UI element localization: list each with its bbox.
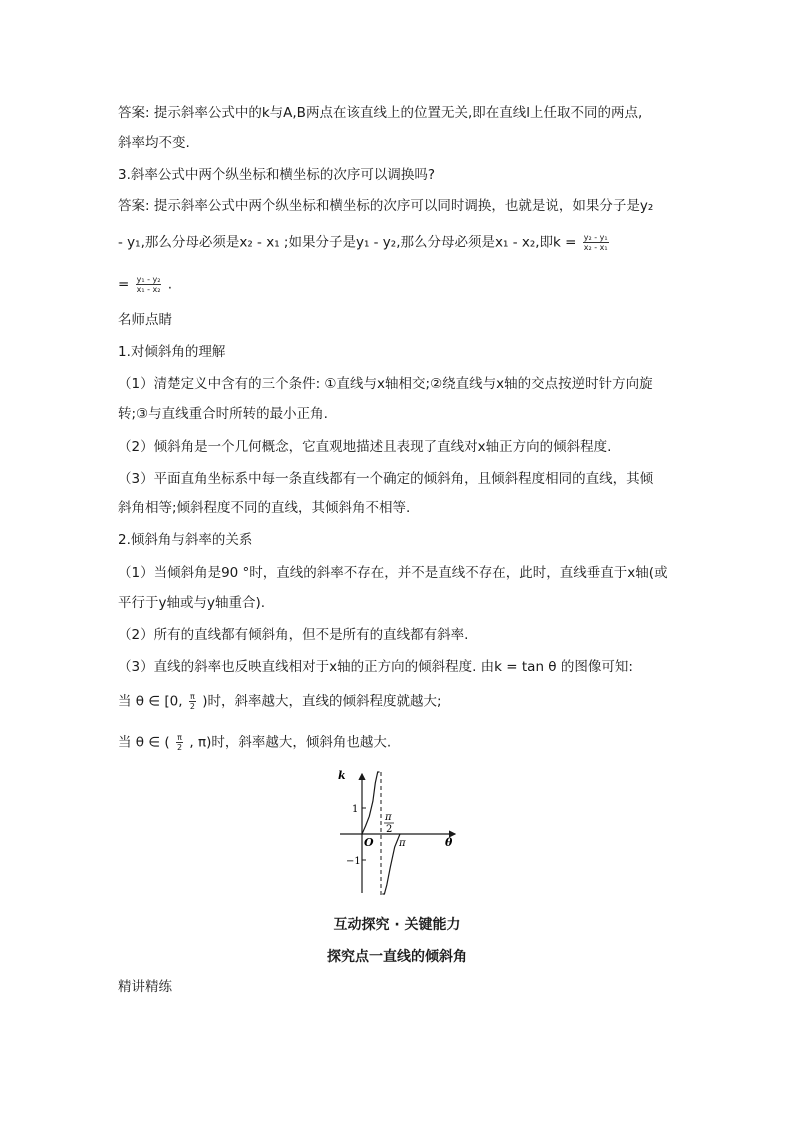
question-3: 3.斜率公式中两个纵坐标和横坐标的次序可以调换吗? bbox=[118, 167, 436, 183]
section-1-item-3b: 斜角相等;倾斜程度不同的直线，其倾斜角不相等. bbox=[118, 500, 411, 516]
y-axis-label: k bbox=[338, 769, 346, 782]
answer-3-line-1: 答案: 提示斜率公式中两个纵坐标和横坐标的次序可以同时调换，也就是说，如果分子是y₂ bbox=[118, 198, 654, 214]
condition-1-end: )时，斜率越大，直线的倾斜程度就越大; bbox=[202, 693, 442, 710]
fraction-numerator: y₁ - y₂ bbox=[136, 275, 161, 284]
ytick-label-minus-1: −1 bbox=[346, 856, 361, 867]
tan-graph bbox=[335, 768, 465, 898]
slope-fraction-2 bbox=[136, 275, 162, 294]
section-2-title: 2.倾斜角与斜率的关系 bbox=[118, 532, 253, 548]
fraction-denominator: 2 bbox=[189, 702, 195, 711]
condition-2 bbox=[118, 733, 391, 752]
slope-fraction-1 bbox=[583, 233, 609, 252]
footer-label: 精讲精练 bbox=[118, 979, 172, 995]
tan-curve-branch-1 bbox=[362, 772, 380, 834]
section-2-item-1b: 平行于y轴或与y轴重合). bbox=[118, 595, 266, 611]
origin-label: O bbox=[364, 836, 374, 849]
condition-2-start: 当 θ ∈ ( bbox=[118, 734, 170, 751]
section-title: 互动探究 · 关键能力 bbox=[333, 917, 461, 933]
answer-2-line-2: 斜率均不变. bbox=[118, 135, 190, 151]
section-1-item-1b: 转;③与直线重合时所转的最小正角. bbox=[118, 406, 328, 422]
condition-2-end: , π)时，斜率越大，倾斜角也越大. bbox=[189, 734, 392, 751]
answer-3-text: - y₁,那么分母必须是x₂ - x₁ ;如果分子是y₁ - y₂,那么分母必须是x₁ - x₂,即k = bbox=[118, 234, 577, 251]
x-axis-label: θ bbox=[445, 836, 453, 849]
half-pi-fraction bbox=[189, 692, 196, 711]
xtick-label-half-pi-den: 2 bbox=[386, 824, 393, 835]
section-1-item-3a: （3）平面直角坐标系中每一条直线都有一个确定的倾斜角，且倾斜程度相同的直线，其倾 bbox=[118, 471, 654, 487]
xtick-label-pi: π bbox=[399, 838, 406, 849]
section-1-item-1a: （1）清楚定义中含有的三个条件: ①直线与x轴相交;②绕直线与x轴的交点按逆时针方向旋 bbox=[118, 376, 653, 392]
section-2-item-2: （2）所有的直线都有倾斜角，但不是所有的直线都有斜率. bbox=[118, 627, 469, 643]
fraction-denominator: x₁ - x₂ bbox=[136, 285, 161, 294]
condition-1 bbox=[118, 692, 442, 711]
xtick-label-half-pi-num: π bbox=[385, 812, 392, 823]
section-1-title: 1.对倾斜角的理解 bbox=[118, 344, 226, 360]
condition-1-start: 当 θ ∈ [0, bbox=[118, 693, 183, 710]
tan-curve-branch-2 bbox=[382, 834, 400, 894]
section-2-item-1a: （1）当倾斜角是90 °时，直线的斜率不存在，并不是直线不存在，此时，直线垂直于x轴(或 bbox=[118, 565, 668, 581]
answer-3-line-2 bbox=[118, 233, 611, 252]
fraction-denominator: 2 bbox=[176, 743, 183, 752]
ytick-label-1: 1 bbox=[352, 804, 359, 815]
equals-sign: = bbox=[118, 276, 130, 293]
fraction-numerator: π bbox=[189, 692, 195, 701]
section-2-item-3: （3）直线的斜率也反映直线相对于x轴的正方向的倾斜程度. 由k = tan θ 的图像可知: bbox=[118, 659, 633, 675]
half-pi-fraction bbox=[176, 733, 183, 752]
fraction-denominator: x₂ - x₁ bbox=[583, 243, 608, 252]
tips-heading: 名师点睛 bbox=[118, 312, 172, 328]
answer-2-line-1: 答案: 提示斜率公式中的k与A,B两点在该直线上的位置无关,即在直线l上任取不同的两点, bbox=[118, 105, 643, 121]
fraction-numerator: y₂ - y₁ bbox=[583, 233, 608, 242]
section-1-item-2: （2）倾斜角是一个几何概念，它直观地描述且表现了直线对x轴正方向的倾斜程度. bbox=[118, 439, 612, 455]
section-subtitle: 探究点一直线的倾斜角 bbox=[327, 949, 467, 965]
period: . bbox=[167, 276, 173, 293]
answer-3-line-3 bbox=[118, 275, 172, 294]
fraction-numerator: π bbox=[177, 733, 182, 742]
